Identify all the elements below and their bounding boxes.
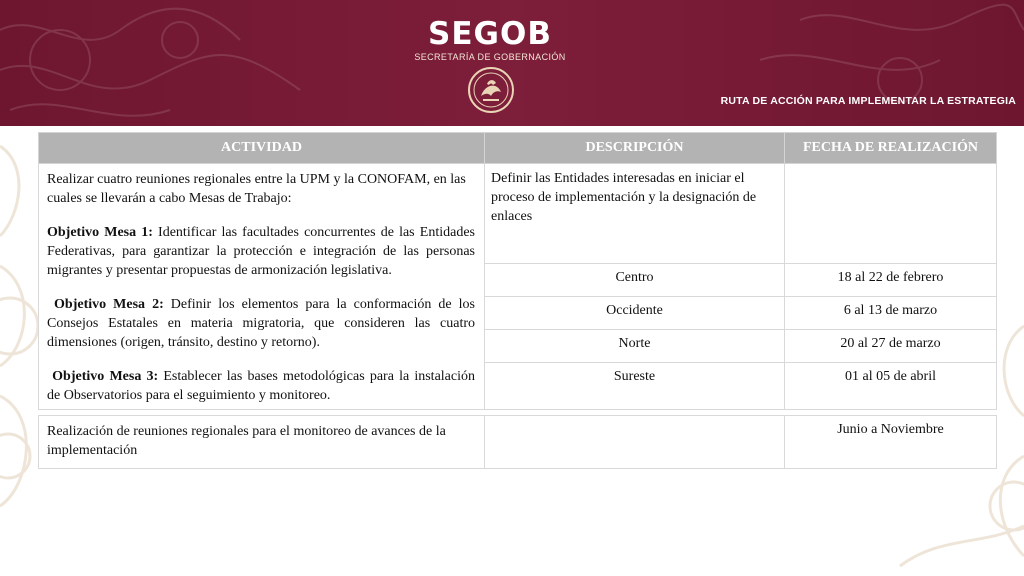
activity-intro: Realizar cuatro reuniones regionales entre la UPM y la CONOFAM, en las cuales se llevarán a cabo Mesas de Trabajo: — [47, 172, 466, 206]
monitoring-description — [485, 416, 785, 469]
segob-logo-subtitle: SECRETARÍA DE GOBERNACIÓN — [414, 52, 566, 62]
column-header-fecha: FECHA DE REALIZACIÓN — [785, 133, 997, 164]
region-name: Sureste — [485, 362, 785, 409]
activity-table — [38, 132, 997, 410]
table-row — [39, 164, 997, 264]
objective-mesa-1 — [47, 223, 475, 280]
region-date: 01 al 05 de abril — [785, 362, 997, 409]
region-name: Occidente — [485, 297, 785, 330]
objective-mesa-2-text: Definir los elementos para la conformación de los Consejos Estatales en materia migratoria, que consideren las cuatro dimensiones (origen, tránsito, destino y retorno). — [47, 297, 475, 350]
segob-logo-title: SEGOB — [428, 16, 552, 52]
table-header-row — [39, 133, 997, 164]
objective-mesa-3 — [47, 367, 475, 405]
monitoring-date: Junio a Noviembre — [785, 416, 997, 469]
route-title: RUTA DE ACCIÓN PARA IMPLEMENTAR LA ESTRATEGIA — [720, 95, 1016, 107]
region-date: 20 al 27 de marzo — [785, 330, 997, 363]
table-row — [39, 416, 997, 469]
objective-mesa-1-label: Objetivo Mesa 1: — [47, 225, 153, 240]
description-cell: Definir las Entidades interesadas en iniciar el proceso de implementación y la designación de enlaces — [485, 164, 785, 264]
header-banner — [0, 0, 1024, 126]
objective-mesa-2-label: Objetivo Mesa 2: — [54, 297, 164, 312]
region-name: Norte — [485, 330, 785, 363]
national-seal-icon — [467, 66, 515, 114]
date-cell-empty — [785, 164, 997, 264]
column-header-descripcion: DESCRIPCIÓN — [485, 133, 785, 164]
region-name: Centro — [485, 264, 785, 297]
monitoring-activity: Realización de reuniones regionales para el monitoreo de avances de la implementación — [39, 416, 485, 469]
region-date: 18 al 22 de febrero — [785, 264, 997, 297]
objective-mesa-2 — [47, 295, 475, 352]
objective-mesa-3-text: Establecer las bases metodológicas para la instalación de Observatorios para el seguimiento y monitoreo. — [47, 369, 475, 403]
monitoring-table — [38, 415, 997, 469]
column-header-actividad: ACTIVIDAD — [39, 133, 485, 164]
objective-mesa-1-text: Identificar las facultades concurrentes de las Entidades Federativas, para garantizar la protección e integración de las personas migrantes y presentar propuestas de armonización legislativa. — [47, 225, 475, 278]
region-date: 6 al 13 de marzo — [785, 297, 997, 330]
activity-cell — [39, 164, 485, 410]
objective-mesa-3-label: Objetivo Mesa 3: — [52, 369, 159, 384]
